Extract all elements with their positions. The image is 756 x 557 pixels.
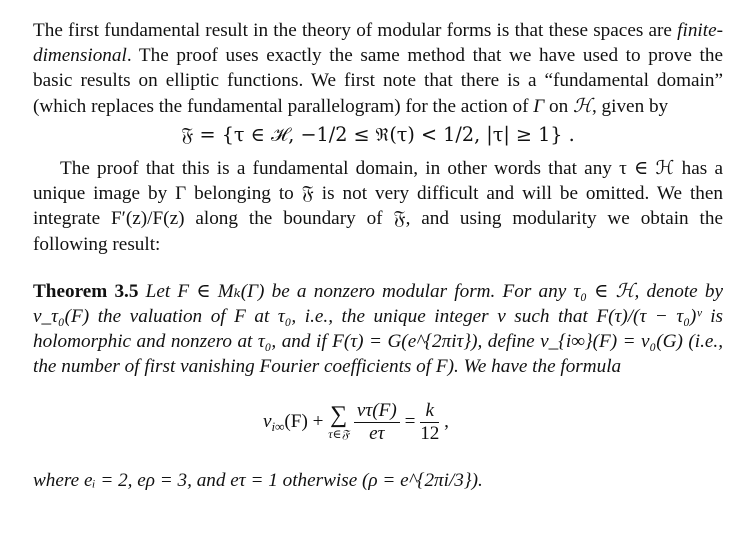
- upper-half-plane-symbol: ℋ: [572, 95, 592, 117]
- fraction-2-numerator: k: [420, 400, 439, 423]
- theorem-last-line: where eᵢ = 2, eρ = 3, and eτ = 1 otherwise (ρ = e^{2πi/3}).: [33, 469, 483, 491]
- theorem-block: [33, 279, 723, 380]
- theorem-body: Let F ∈ Mₖ(Γ) be a nonzero modular form. For any τ₀ ∈ ℋ, denote by v_τ₀(F) the valuation of F at τ₀, i.e., the unique integer v such that F(τ)/(τ − τ₀)ᵛ is holomorphic and nonzero at τ₀, and if F(τ) = G(e^{2πiτ}), define v_{i∞}(F) = v₀(G) (i.e., the number of first vanishing Fourier coefficients of F). We have the formula: [33, 280, 724, 378]
- fraction-1-denominator: eτ: [369, 422, 385, 444]
- fraction-1-numerator: vτ(F): [354, 400, 400, 423]
- fundamental-domain-equation: [33, 122, 723, 148]
- formula-arg: (F) +: [284, 410, 329, 432]
- paragraph-1: [33, 18, 723, 119]
- sigma-symbol: ∑: [330, 402, 348, 429]
- document-page: [33, 18, 723, 493]
- p1-text-a: The first fundamental result in the theory of modular forms is that these spaces are: [33, 20, 678, 41]
- p1-text-b: . The proof uses exactly the same method that we have used to prove the basic results on elliptic functions. We first note that there is a “fundamental domain” (which replaces the fundamental parallelogram) for the action of: [33, 45, 723, 117]
- valence-formula: [33, 390, 723, 460]
- p1-italic: finite-dimensional: [33, 20, 723, 67]
- sigma-block: [328, 403, 349, 441]
- formula-v-sub: i∞: [271, 418, 285, 434]
- formula-equals: =: [404, 410, 421, 432]
- sigma-subscript: τ∈𝔉: [328, 427, 350, 442]
- fraction-2: [420, 400, 439, 445]
- formula-trail: ,: [444, 410, 449, 432]
- theorem-heading: Theorem 3.5: [33, 280, 139, 302]
- eq1-text: 𝔉 = {τ ∈ ℋ, −1/2 ≤ ℜ(τ) < 1/2, |τ| ≥ 1} .: [181, 122, 575, 146]
- formula-v: v: [263, 410, 272, 432]
- paragraph-2: The proof that this is a fundamental domain, in other words that any τ ∈ ℋ has a unique image by Γ belonging to 𝔉 is not very difficult and will be omitted. We then integrate F′(z)/F(z) along the boundary of 𝔉, and using modularity we obtain the following result:: [33, 158, 723, 255]
- formula-row: [263, 400, 449, 445]
- gamma-symbol: Γ: [533, 95, 545, 117]
- p1-end: , given by: [591, 95, 669, 117]
- p1-on: on: [544, 95, 573, 117]
- fraction-1: [354, 400, 400, 445]
- fraction-2-denominator: 12: [420, 422, 440, 444]
